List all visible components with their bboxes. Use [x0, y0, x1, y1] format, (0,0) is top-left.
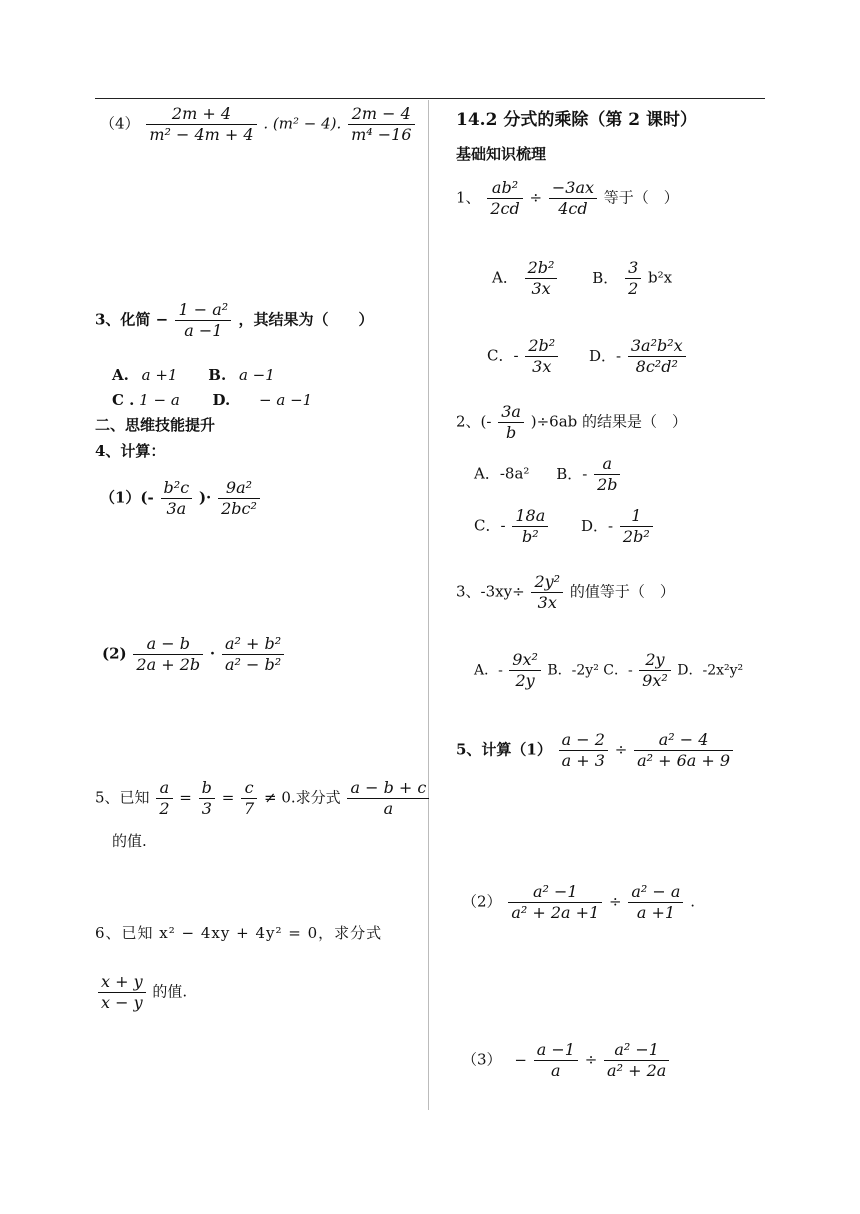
- option-b-c-label: B．-2y² C．-: [547, 662, 633, 679]
- fraction: $\frac{3}{2}$: [625, 258, 641, 299]
- q5-condition: ≠ 0.求分式: [264, 788, 341, 807]
- q5-2-label: （2）: [462, 892, 502, 911]
- q5-line2: 的值.: [112, 832, 147, 850]
- fraction: $\frac{a}{2}$: [156, 778, 172, 819]
- right-q5-1: [456, 730, 735, 771]
- right-q1: [456, 178, 679, 219]
- fraction: $\frac{\text{b²c}}{3a}$: [161, 478, 193, 519]
- minus-sign: −: [155, 310, 169, 329]
- left-q6-line2: [96, 972, 187, 1013]
- left-q5: [95, 778, 431, 819]
- fraction: $\frac{\text{9a²}}{\text{2bc²}}$: [218, 478, 260, 519]
- division-sign: ÷: [609, 892, 622, 911]
- q3-prefix: 3、化简: [95, 310, 151, 329]
- right-q1-options-row2: [487, 336, 688, 377]
- fraction: $\frac{a - b}{2a + 2b}$: [133, 634, 203, 675]
- left-q3-options-row2: [112, 391, 312, 409]
- minus-sign: −: [514, 1050, 527, 1069]
- option-a-value: a +1: [141, 366, 178, 384]
- fraction: $\frac{\text{a² − 4}}{\text{a² + 6a + 9}}$: [634, 730, 733, 771]
- right-q3: [456, 572, 675, 613]
- fraction: $\frac{3a}{b}$: [498, 402, 524, 443]
- option-a: A．-8a²: [474, 464, 530, 483]
- option-d-value: − a −1: [259, 391, 313, 409]
- right-q5-3: [462, 1040, 671, 1081]
- fraction: $\frac{1}{\text{2b²}}$: [620, 506, 653, 547]
- fraction: $\frac{\text{ab²}}{2cd}$: [487, 178, 522, 219]
- fraction: $\frac{\text{2b²}}{3x}$: [525, 258, 558, 299]
- q3-prefix: 3、-3xy÷: [456, 582, 525, 601]
- option-b-label: B．: [592, 268, 619, 287]
- option-a-label: A．-: [474, 662, 503, 679]
- q3-suffix: 的值等于（ ）: [569, 582, 675, 601]
- q1-prefix: 1、: [456, 188, 481, 207]
- division-sign: ÷: [529, 188, 543, 207]
- fraction: $\frac{\text{a² − a}}{a +1}$: [628, 882, 683, 923]
- equals-sign: =: [179, 788, 192, 807]
- right-q2-options-row1: [474, 454, 622, 495]
- fraction: $\frac{x + y}{x - y}$: [98, 972, 146, 1013]
- column-divider: [428, 100, 429, 1110]
- section-subtitle: 基础知识梳理: [456, 145, 547, 163]
- left-q2-4: [100, 104, 417, 145]
- option-a-label: A．: [492, 268, 518, 287]
- q2-suffix: )÷6ab 的结果是（ ）: [530, 412, 688, 431]
- fraction: $\frac{\text{a² + b²}}{\text{a² − b²}}$: [222, 634, 284, 675]
- operator: )·: [198, 488, 212, 507]
- operator: ·: [209, 644, 216, 663]
- division-sign: ÷: [614, 740, 628, 759]
- fraction: $\frac{\text{2y²}}{3x}$: [531, 572, 563, 613]
- fraction: $\frac{2m - 4}{\text{m⁴ −16}}$: [348, 104, 414, 145]
- option-b-value: a −1: [238, 366, 275, 384]
- fraction: $\frac{b}{3}$: [199, 778, 215, 819]
- q2-4-label: （4）: [100, 114, 140, 133]
- fraction: $\frac{2y}{\text{9x²}}$: [639, 650, 671, 691]
- option-d: D．-2x²y²: [677, 662, 744, 679]
- fraction: $\frac{\text{1 − a²}}{a -1}$: [175, 300, 231, 341]
- q6-suffix: 的值.: [152, 982, 188, 1001]
- right-q3-options: [474, 650, 743, 691]
- option-d-label: D.: [212, 391, 231, 409]
- fraction: $\frac{\text{3a²b²x}}{\text{8c²d²}}$: [628, 336, 686, 377]
- equals-sign: =: [221, 788, 235, 807]
- left-q4-1: [100, 478, 262, 519]
- q4-title: 4、计算：: [95, 442, 166, 460]
- fraction: $\frac{a}{2b}$: [594, 454, 620, 495]
- q1-suffix: 等于（ ）: [603, 188, 679, 207]
- right-q1-options-row1: [492, 258, 672, 299]
- fraction: $\frac{-3ax}{4cd}$: [549, 178, 597, 219]
- fraction: $\frac{18a}{\text{b²}}$: [512, 506, 548, 547]
- fraction: $\frac{c}{7}$: [241, 778, 257, 819]
- option-a-label: A.: [112, 366, 129, 384]
- operator: . (m² − 4).: [263, 114, 342, 133]
- option-c-label: C．-: [474, 516, 506, 535]
- fraction: $\frac{\text{9x²}}{2y}$: [509, 650, 541, 691]
- option-c-label: C .: [112, 391, 135, 409]
- option-b-tail: b²x: [648, 268, 673, 287]
- q5-3-label: （3）: [462, 1050, 502, 1069]
- fraction: $\frac{\text{a² −1}}{\text{a² + 2a +1}}$: [508, 882, 602, 923]
- option-d-label: D．-: [588, 346, 622, 365]
- option-b-label: B.: [208, 366, 227, 384]
- q4-2-label: (2): [102, 644, 127, 663]
- option-c-value: 1 − a: [139, 391, 180, 409]
- option-c-label: C．-: [487, 346, 519, 365]
- left-q3-options-row1: [112, 366, 275, 384]
- right-q2: [456, 402, 687, 443]
- right-q2-options-row2: [474, 506, 655, 547]
- right-q5-2: [462, 882, 695, 923]
- fraction: $\frac{\text{2b²}}{3x}$: [525, 336, 558, 377]
- q2-prefix: 2、(-: [456, 412, 492, 431]
- fraction: $\frac{a - b + c}{a}$: [347, 778, 429, 819]
- left-q6-line1: 6、已知 x² − 4xy + 4y² = 0，求分式: [95, 924, 383, 942]
- section-title: 14.2 分式的乘除（第 2 课时）: [456, 110, 697, 130]
- q4-1-label: （1）(-: [100, 488, 154, 507]
- fraction: $\frac{a -1}{a}$: [534, 1040, 578, 1081]
- q5-prefix: 5、已知: [95, 788, 150, 807]
- left-q3: [95, 300, 373, 341]
- division-sign: ÷: [584, 1050, 598, 1069]
- fraction: $\frac{2m + 4}{\text{m² − 4m + 4}}$: [146, 104, 256, 145]
- q5-1-prefix: 5、计算（1）: [456, 740, 552, 759]
- fraction: $\frac{a - 2}{a + 3}$: [559, 730, 608, 771]
- left-q4-2: [102, 634, 286, 675]
- header-rule: [95, 98, 765, 99]
- fraction: $\frac{\text{a² −1}}{\text{a² + 2a}}$: [604, 1040, 669, 1081]
- option-b-label: B．-: [556, 464, 588, 483]
- section-heading: 二、思维技能提升: [95, 416, 216, 434]
- period: .: [690, 892, 696, 911]
- option-d-label: D．-: [581, 516, 614, 535]
- q3-suffix: ，其结果为（ ）: [238, 310, 374, 329]
